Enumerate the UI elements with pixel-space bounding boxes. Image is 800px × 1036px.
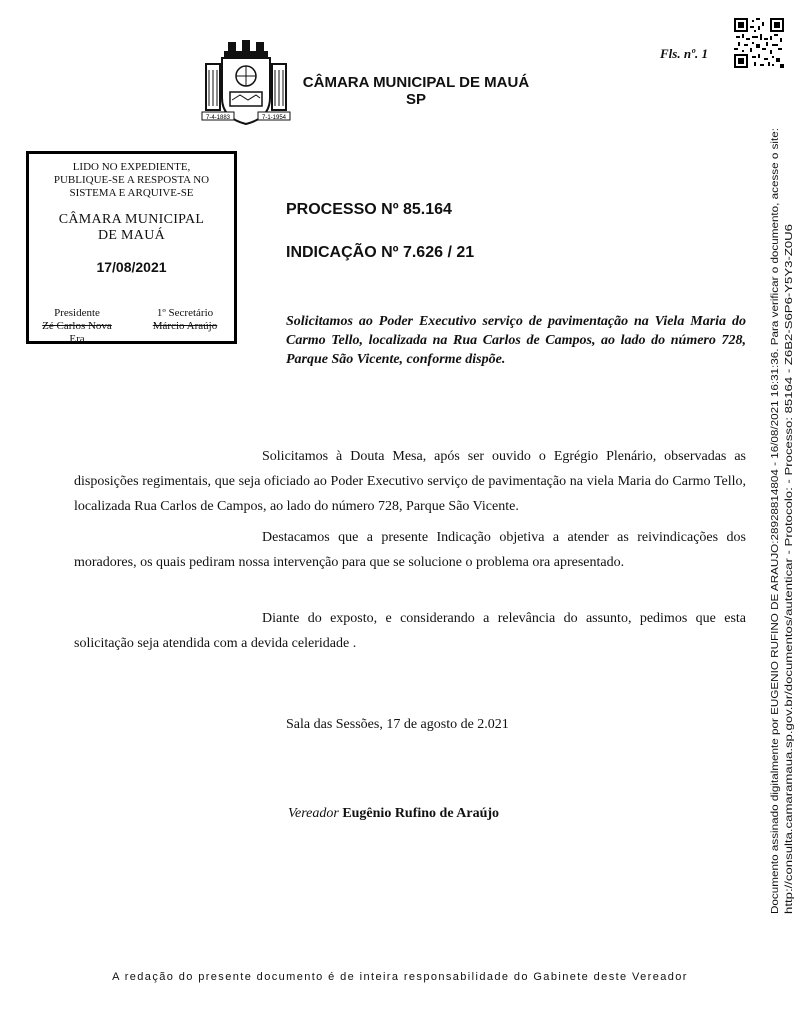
secretary-name: Márcio Araújo: [152, 320, 218, 332]
institution-name: CÂMARA MUNICIPAL DE MAUÁ: [302, 74, 530, 91]
municipal-crest-logo: [200, 40, 292, 128]
signature-name: Eugênio Rufino de Araújo: [342, 806, 500, 821]
digital-signature-note: [766, 122, 798, 914]
president-era: Era: [69, 333, 85, 345]
crest-year-left: 7-4-1883: [205, 115, 231, 121]
body-paragraph-3: Diante do exposto, e considerando a relevância do assunto, pedimos que esta solicitação seja atendida com a devida celeridade .: [74, 611, 746, 651]
indication-number: INDICAÇÃO Nº 7.626 / 21: [286, 244, 475, 261]
signature-note-line1: Documento assinado digitalmente por EUGENIO RUFINO DE ARAUJO:28928814804 - 16/08/2021 16:31:36. Para verificar o documento, acesse o site:: [769, 206, 781, 914]
stamp-secretary: [139, 307, 231, 333]
secretary-title: 1º Secretário: [156, 307, 214, 319]
signature-title: Vereador: [288, 806, 339, 821]
qr-code: [734, 18, 784, 68]
stamp-president: [35, 307, 119, 346]
president-title: Presidente: [54, 307, 100, 319]
president-name: Zé Carlos Nova: [42, 320, 112, 332]
summary-text: Solicitamos ao Poder Executivo serviço de pavimentação na Viela Maria do Carmo Tello, localizada na Rua Carlos de Campos, ao lado do número 728, Parque São Vicente, conforme dispõe.: [286, 314, 746, 367]
stamp-institution-line: DE MAUÁ: [97, 228, 166, 243]
crest-year-right: 7-1-1954: [261, 115, 287, 121]
stamp-date: 17/08/2021: [96, 259, 167, 275]
header-title: [296, 74, 536, 108]
stamp-institution: [29, 212, 234, 244]
folio-number: Fls. nº. 1: [660, 46, 708, 61]
stamp-text: [29, 161, 234, 200]
place-date: Sala das Sessões, 17 de agosto de 2.021: [286, 717, 509, 732]
signature-note-line2: http://consulta.camaramaua.sp.gov.br/documentos/autenticar - Protocolo: - Processo: 85164 - Z6B2-S6P6-Y5Y3-Z0U6: [783, 363, 795, 914]
footer-note: A redação do presente documento é de inteira responsabilidade do Gabinete deste Vereador: [112, 971, 688, 983]
reading-stamp: [26, 151, 237, 344]
body-paragraph-1: Solicitamos à Douta Mesa, após ser ouvido o Egrégio Plenário, observadas as disposições regimentais, que seja oficiado ao Poder Executivo serviço de pavimentação na viela Maria do Carmo Tello, localizada Rua Carlos de Campos, ao lado do número 728, Parque São Vicente.: [74, 449, 746, 514]
process-number: PROCESSO Nº 85.164: [286, 201, 452, 218]
stamp-line: PUBLIQUE-SE A RESPOSTA NO: [53, 174, 210, 186]
stamp-institution-line: CÂMARA MUNICIPAL: [58, 212, 205, 227]
stamp-line: LIDO NO EXPEDIENTE,: [72, 161, 191, 173]
body-paragraph-2: Destacamos que a presente Indicação objetiva a atender as reivindicações dos moradores, os quais pediram nossa intervenção para que se solucione o problema ora apresentado.: [74, 530, 746, 570]
signature: [288, 806, 499, 822]
stamp-line: SISTEMA E ARQUIVE-SE: [69, 187, 194, 199]
institution-state: SP: [405, 91, 426, 108]
